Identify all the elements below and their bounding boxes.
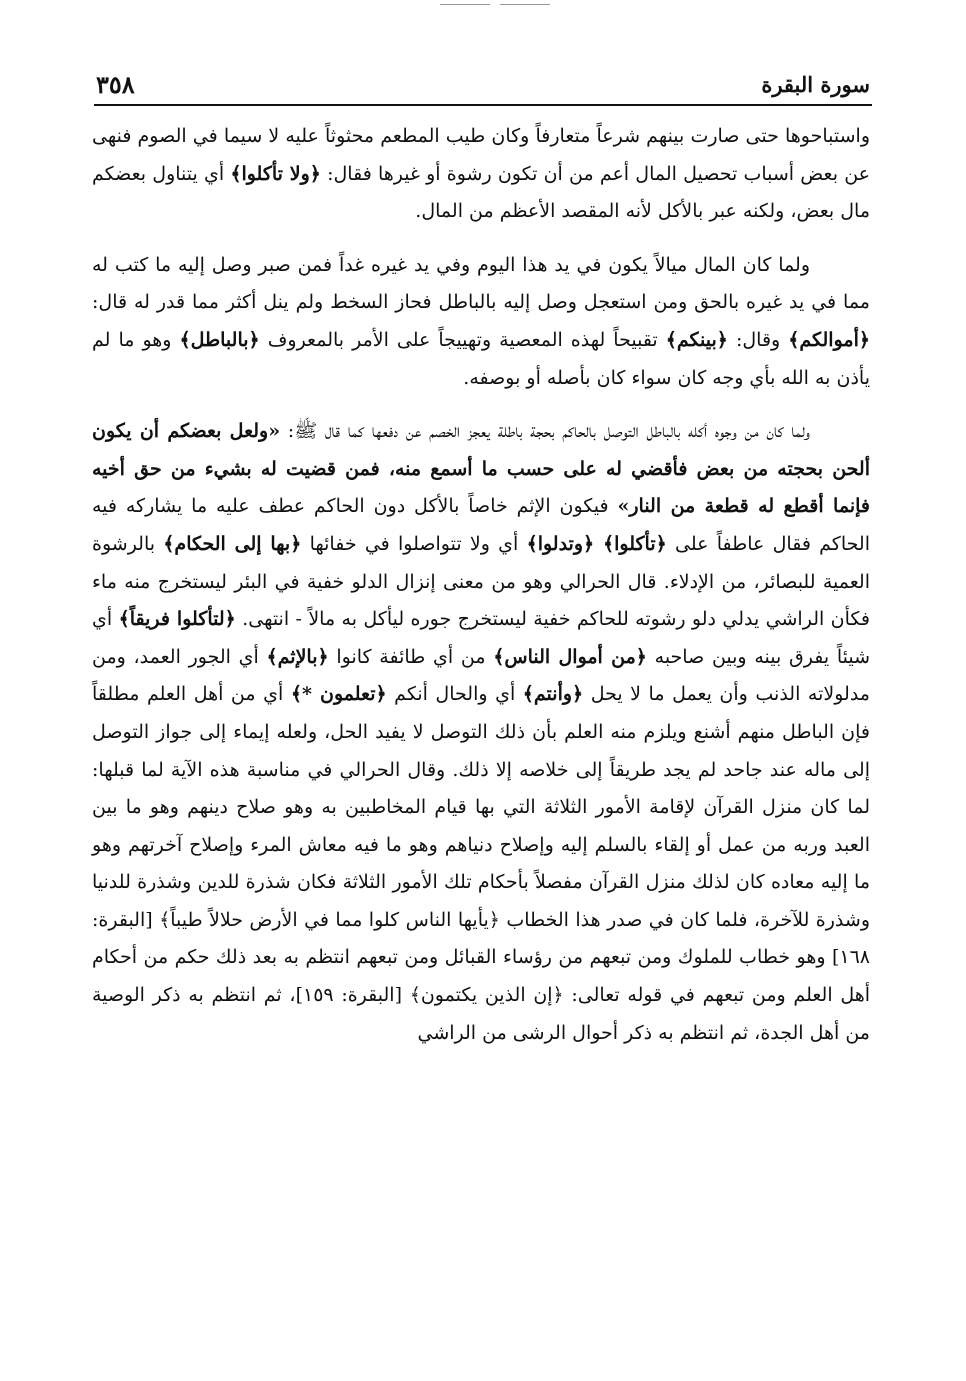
quran-quote: ﴿لتأكلوا فريقاً﴾ [118,608,236,631]
quran-quote: ﴿بها إلى الحكام﴾ [163,532,302,555]
header-rule [94,104,872,106]
quran-quote: ﴿ولا تأكلوا﴾ [230,162,321,185]
text-segment: وقال: [727,328,789,351]
quran-quote: ﴿بالباطل﴾ [179,328,260,351]
text-segment: أي شيئاً يفرق بينه وبين صاحبه [92,608,871,668]
quran-quote: ﴿بالإثم﴾ [266,645,329,668]
quran-quote: ﴿من أموال الناس﴾ [493,645,647,668]
quran-quote: ﴿تعلمون *﴾ [290,683,387,706]
scan-mark [500,4,550,5]
quran-quote: ﴿وأنتم﴾ [522,683,584,706]
text-segment: واستباحوها حتى صارت بينهم شرعاً متعارفاً وكان طيب المطعم محثوثاً عليه لا سيما في الصوم فنهى عن بعض أسباب تحصيل المال أعم من أن تكون رشوة أو غيرها فقال: [92,125,870,185]
text-segment: من أي طائفة كانوا [328,645,494,668]
text-segment: ولما كان المال ميالاً يكون في يد هذا اليوم وفي يد غيره غداً فمن صبر وصل إليه ما كتب له مما في يد غيره بالحق ومن استعجل وصل إليه بالباطل فحاز السخط ولم ينل أكثر مما قدر له قال: [92,253,870,314]
text-segment: تقبيحاً لهذه المعصية وتهييجاً على الأمر بالمعروف [259,328,666,351]
paragraph-3 [92,413,870,1052]
surah-title: سورة البقرة [761,71,870,97]
paragraph-1 [92,118,870,231]
scan-mark [440,4,490,5]
paragraph-2 [92,247,870,397]
quran-quote: ﴿أموالكم﴾ [788,328,870,351]
text-segment: أي من أهل العلم مطلقاً فإن الباطل منهم أشنع ويلزم منه العلم بأن ذلك التوصل لا يفيد الحل، ولعله إيماء إلى جواز التوصل إلى ماله عند جاحد لم يجد طريقاً إلى خلاصه إلا ذلك. وقال الحرالي في مناسبة هذه الآية لما قبلها: لما كان منزل القرآن لإقامة الأمور الثلاثة التي بها قيام المخاطبين به وهو صلاح دينهم وهو ما بين العبد وربه من عمل أو إلقاء بالسلم إليه وإصلاح دنياهم وهو ما فيه معاش المرء وإصلاح آخرتهم وهو ما إليه معاده كان لذلك منزل القرآن مفصلاً بأحكام تلك الأمور الثلاثة فكان شذرة للدين وشذرة للدنيا وشذرة للآخرة، فلما كان في صدر هذا الخطاب ﴿يأيها الناس كلوا مما في الأرض حلالاً طيباً﴾ [البقرة: ١٦٨] وهو خطاب للملوك ومن تبعهم من رؤساء القبائل ومن تبعهم انتظم به بعد ذلك حكم من أحكام أهل العلم ومن تبعهم في قوله تعالى: ﴿إن الذين يكتمون﴾ [البقرة: ١٥٩]، ثم انتظم به ذكر الوصية من أهل الجدة، ثم انتظم به ذكر أحوال الرشى من الراشي [92,683,871,1044]
text-segment: بالرشوة العمية للبصائر، من الإدلاء. قال الحرالي وهو من معنى إنزال الدلو خفية في البئر ليستخرج منه ماء فكأن الراشي يدلي دلو رشوته للحاكم خفية ليستخرج جوره ليأكل به مالاً - انتهى. [92,532,870,631]
text-segment: وهو ما لم يأذن به الله بأي وجه كان سواء كان بأصله أو بوصفه. [92,328,870,389]
text-segment: أي يتناول بعضكم مال بعض، ولكنه عبر بالأكل لأنه المقصد الأعظم من المال. [92,162,870,223]
quran-quote: ﴿بينكم﴾ [665,328,728,351]
text-segment: أي ولا تتواصلوا في خفائها [301,532,527,555]
page-number: ٣٥٨ [96,69,135,99]
text-segment: أي والحال أنكم [386,683,523,706]
page-header [96,64,870,104]
text-segment: ولما كان من وجوه أكله بالباطل التوصل بالحاكم بحجة باطلة يعجز الخصم عن دفعها كما قال ﷺ: [280,420,810,443]
text-segment: فيكون الإثم خاصاً بالأكل دون الحاكم عطف عليه ما يشاركه فيه الحاكم فقال عاطفاً على [92,495,870,555]
quran-quote: ﴿تأكلوا﴾ ﴿وتدلوا﴾ [526,532,667,555]
text-segment: أي الجور العمد، ومن مدلولاته الذنب وأن يعمل ما لا يحل [92,645,870,706]
page-body [92,118,870,1052]
scan-marks [440,4,560,8]
hadith-quote: «ولعل بعضكم أن يكون ألحن بحجته من بعض فأقضي له على حسب ما أسمع منه، فمن قضيت له بشيء من حق أخيه فإنما أقطع له قطعة من النار» [92,420,870,518]
